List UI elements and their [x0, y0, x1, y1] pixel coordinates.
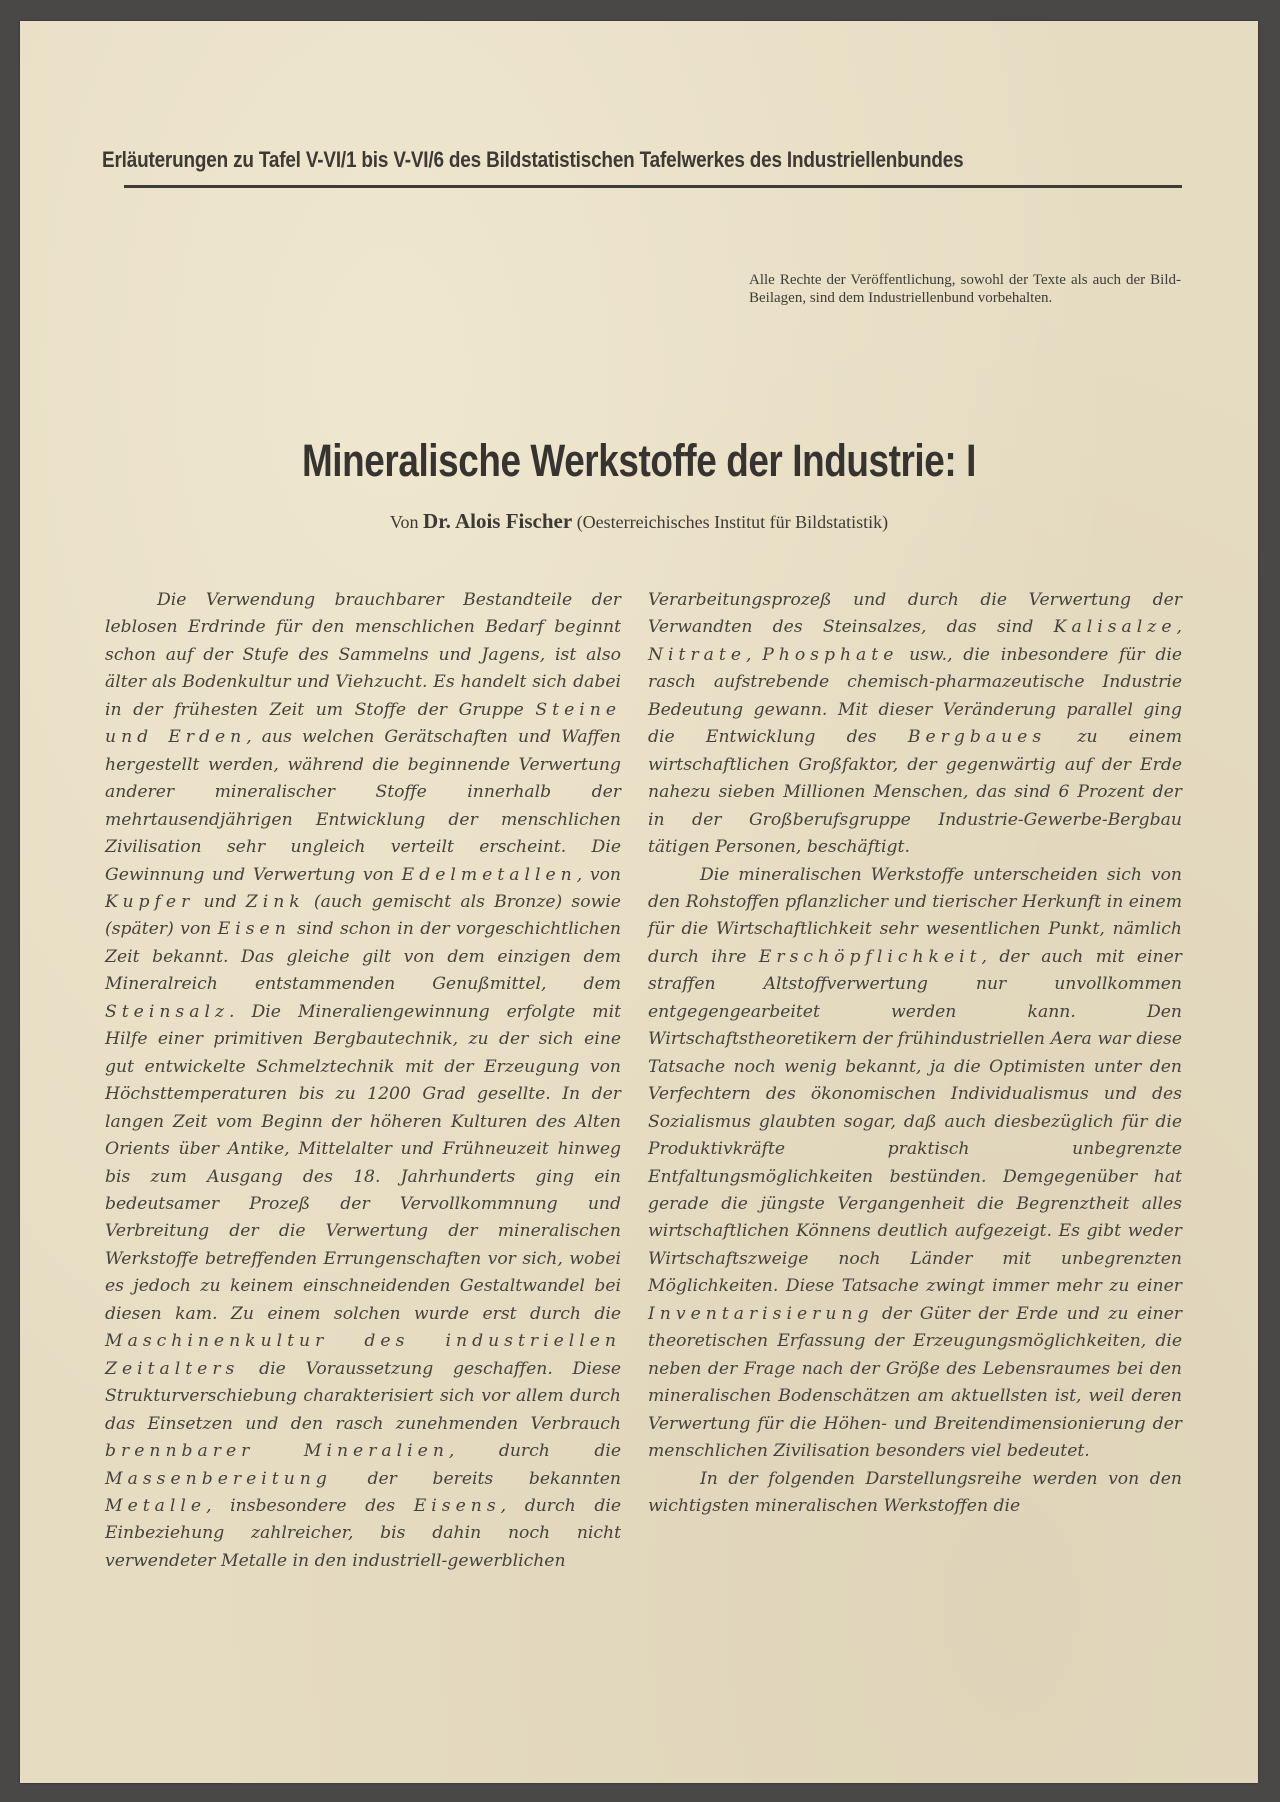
- emphasis-spaced: Eisens: [413, 1495, 501, 1516]
- text-run: Die Verwendung brauchbarer Bestandteile der leblosen Erdrinde für den menschlichen Bedarf beginnt schon auf der Stufe des Sammelns und Jagens, ist also älter als Bodenkultur und Viehzucht. Es handelt sich dabei in der frühesten Zeit um Stoffe der Gruppe: [105, 590, 621, 720]
- text-run: Verarbeitungsprozeß und durch die Verwertung der Verwandten des Steinsalzes, das sind: [648, 590, 1182, 638]
- header-rule: [124, 185, 1182, 188]
- emphasis-spaced: Massenbereitung: [105, 1468, 332, 1489]
- emphasis-spaced: Bergbaues: [907, 727, 1047, 748]
- article-title: [20, 435, 1258, 487]
- emphasis-spaced: Kupfer: [105, 891, 195, 912]
- byline-author: Dr. Alois Fischer: [423, 509, 573, 533]
- byline-prefix: Von: [389, 512, 419, 532]
- paragraph: [105, 587, 621, 1575]
- emphasis-spaced: Metalle: [105, 1495, 207, 1516]
- text-run: der Güter der Erde und zu einer theoretischen Erfassung der Erzeugungsmöglichkeiten, die neben der Frage nach der Größe des Lebensraumes bei den mineralischen Bodenschätzen am aktuellsten ist, weil deren Verwertung für die Höhen- und Breitendimensionierung der menschlichen Zivilisation besonders viel bedeutet.: [648, 1303, 1182, 1462]
- text-run: Die mineralischen Werkstoffe unterscheiden sich von den Rohstoffen pflanzlicher und tierischer Herkunft in einem für die Wirtschaftlichkeit sehr wesentlichen Punkt, nämlich durch ihre: [648, 864, 1182, 967]
- text-run: sind schon in der vorgeschichtlichen Zeit bekannt. Das gleiche gilt von dem einzigen dem Mineralreich entstammenden Genußmittel, dem: [105, 919, 621, 995]
- text-run: ,: [746, 644, 763, 665]
- emphasis-spaced: Steine und Erden: [105, 699, 621, 748]
- emphasis-spaced: Phosphate: [762, 644, 899, 665]
- text-run: , der auch mit einer straffen Altstoffverwertung nur unvollkommen entgegengearbeitet werden kann. Den Wirtschaftstheoretikern der frühindustriellen Aera war diese Tatsache noch wenig bekannt, ja die Optimisten unter den Verfechtern des ökonomischen Individualismus und des Sozialismus glaubten sogar, daß auch diesbezüglich für die Produktivkräfte praktisch unbegrenzte Entfaltungsmöglichkeiten bestünden. Demgegenüber hat gerade die jüngste Vergangenheit die Begrenztheit alles wirtschaftlichen Könnens deutlich aufgezeigt. Es gibt weder Wirtschaftszweige noch Länder mit unbegrenzten Möglichkeiten. Diese Tatsache zwingt immer mehr zu einer: [648, 946, 1182, 1297]
- text-run: . Die Mineraliengewinnung erfolgte mit Hilfe einer primitiven Bergbautechnik, zu der sich eine gut entwickelte Schmelztechnik mit der Erzeugung von Höchsttemperaturen bis zu 1200 Grad gesellte. In der langen Zeit vom Beginn der höheren Kulturen des Alten Orients über Antike, Mittelalter und Frühneuzeit hinweg bis zum Ausgang des 18. Jahrhunderts ging ein bedeutsamer Prozeß der Vervollkommnung und Verbreitung der die Verwertung der mineralischen Werkstoffe betreffenden Errungenschaften vor sich, wobei es jedoch zu keinem einschneidenden Gestaltwandel bei diesen kam. Zu einem solchen wurde erst durch die: [105, 1001, 621, 1324]
- emphasis-spaced: Zink: [245, 891, 305, 912]
- paragraph: [648, 862, 1182, 1466]
- body-column-right: [648, 587, 1182, 1520]
- rights-notice: Alle Rechte der Veröffentlichung, sowohl der Texte als auch der Bild-Beilagen, sind dem Industriellenbund vorbehalten.: [749, 272, 1181, 306]
- text-run: zu einem wirtschaftlichen Großfaktor, der gegenwärtig auf der Erde nahezu sieben Millionen Menschen, das sind 6 Prozent der in der Großberufsgruppe Industrie-Gewerbe-Bergbau tätigen Personen, beschäftigt.: [648, 727, 1182, 858]
- emphasis-spaced: Eisen: [217, 919, 291, 940]
- emphasis-spaced: Nitrate: [648, 644, 746, 665]
- byline: [20, 509, 1258, 534]
- text-run: (auch gemischt als Bronze) sowie (später) von: [105, 891, 621, 940]
- text-run: die Voraussetzung geschaffen. Diese Strukturverschiebung charakterisiert sich vor allem durch das Einsetzen und den rasch zunehmenden Verbrauch: [105, 1358, 621, 1434]
- body-column-left: [105, 587, 621, 1575]
- emphasis-spaced: Kalisalze: [1053, 617, 1177, 638]
- paragraph: [648, 587, 1182, 862]
- byline-affiliation: (Oesterreichisches Institut für Bildstatistik): [576, 512, 889, 532]
- text-run: , von: [576, 864, 621, 885]
- emphasis-spaced: Edelmetallen: [401, 864, 577, 885]
- text-run: ,: [1176, 617, 1182, 638]
- text-run: der bereits bekannten: [331, 1468, 621, 1489]
- emphasis-spaced: Maschinenkultur des industriellen Zeitalters: [105, 1331, 621, 1379]
- emphasis-spaced: Steinsalz: [105, 1001, 230, 1022]
- text-run: usw., die inbesondere für die rasch aufstrebende chemisch-pharmazeutische Industrie Bedeutung gewann. Mit dieser Veränderung parallel ging die Entwicklung des: [648, 644, 1182, 748]
- document-page: [20, 21, 1258, 1783]
- text-run: , insbesondere des: [206, 1495, 414, 1516]
- text-run: , aus welchen Gerätschaften und Waffen hergestellt werden, während die beginnende Verwertung anderer mineralischer Stoffe innerhalb der mehrtausendjährigen Entwicklung der menschlichen Zivilisation sehr ungleich verteilt erscheint. Die Gewinnung und Verwertung von: [105, 727, 621, 885]
- text-run: , durch die Einbeziehung zahlreicher, bis dahin noch nicht verwendeter Metalle in den industriell-gewerblichen: [105, 1495, 621, 1571]
- document-header: Erläuterungen zu Tafel V-VI/1 bis V-VI/6 des Bildstatistischen Tafelwerkes des Industriellenbundes: [102, 147, 964, 172]
- text-run: , durch die: [448, 1441, 621, 1462]
- emphasis-spaced: brennbarer Mineralien: [105, 1441, 449, 1462]
- paragraph: [648, 1466, 1182, 1521]
- emphasis-spaced: Erschöpflichkeit: [758, 946, 982, 967]
- article-title-text: Mineralische Werkstoffe der Industrie: I: [302, 435, 976, 486]
- text-run: und: [194, 891, 246, 912]
- emphasis-spaced: Inventarisierung: [648, 1303, 874, 1324]
- text-run: In der folgenden Darstellungsreihe werden von den wichtigsten mineralischen Werkstoffen die: [648, 1468, 1182, 1516]
